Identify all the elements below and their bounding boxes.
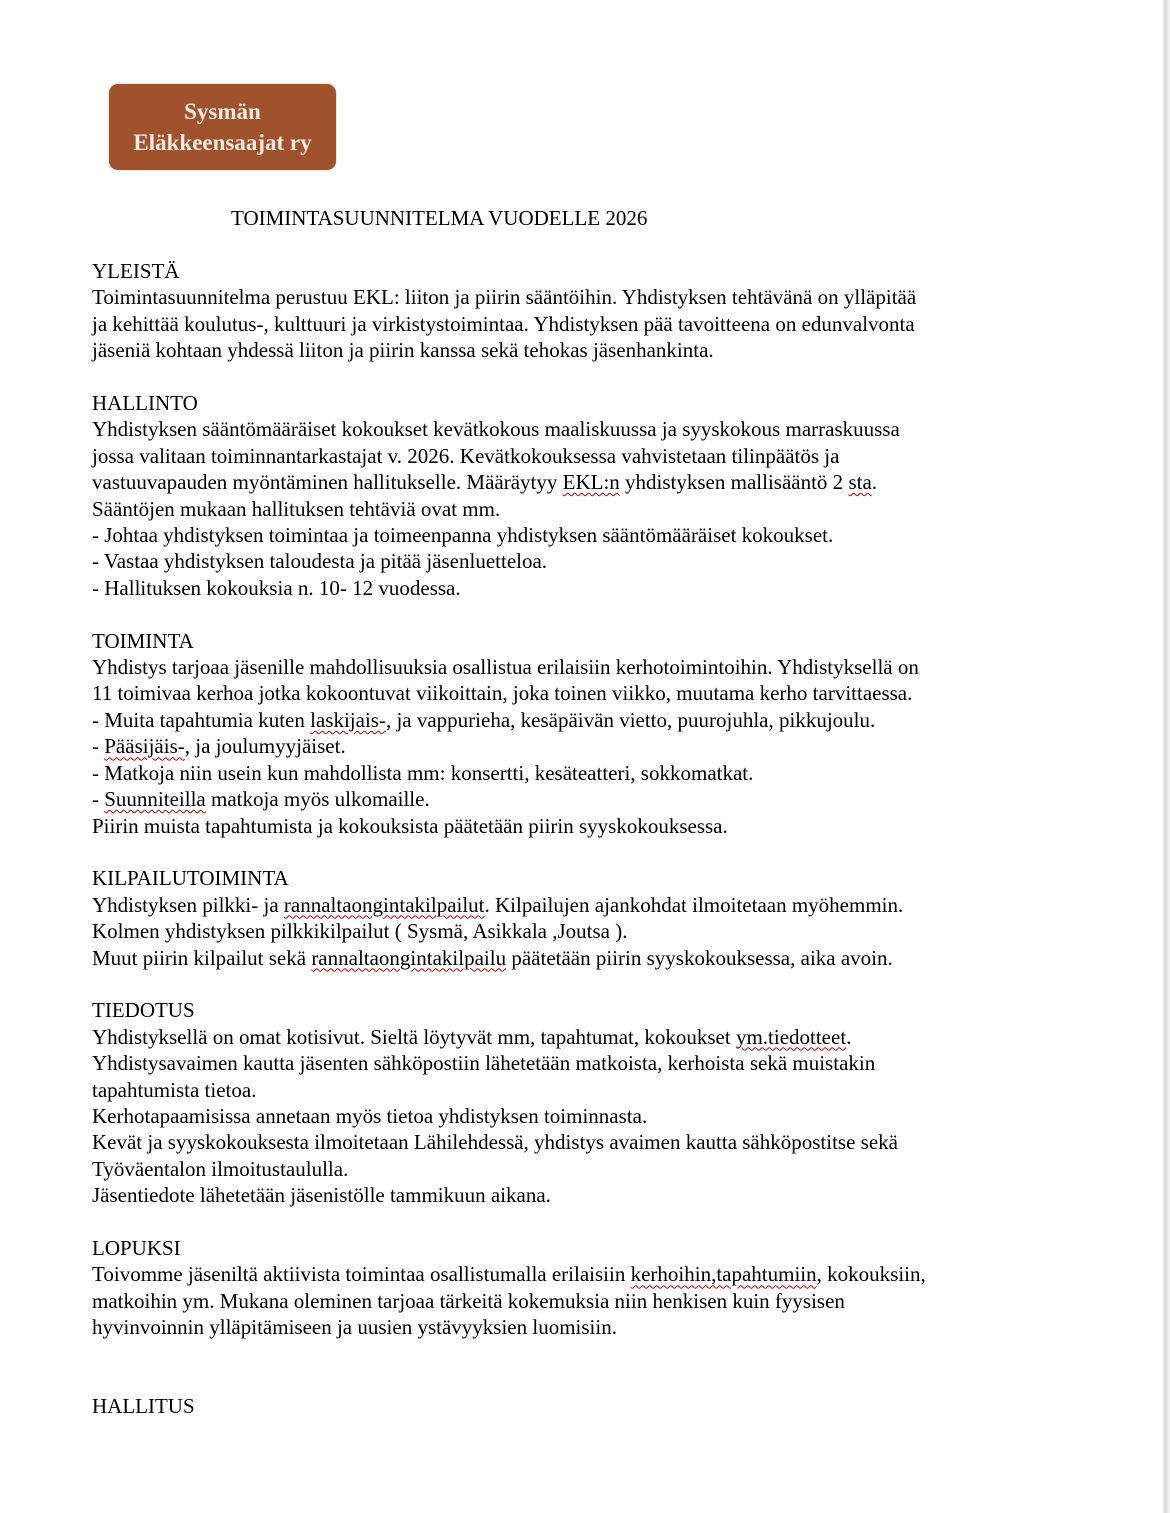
paragraph-line: Toimintasuunnitelma perustuu EKL: liiton ja piirin sääntöihin. Yhdistyksen tehtävänä on ylläpitää — [92, 285, 917, 310]
text-run: Yhdistyksellä on omat kotisivut. Sieltä löytyvät mm, tapahtumat, kokoukset — [92, 1024, 736, 1049]
signature-text: HALLITUS — [92, 1394, 195, 1419]
text-run: - — [92, 787, 105, 812]
signature — [92, 1393, 1092, 1419]
paragraph-line: tapahtumista tietoa. — [92, 1077, 257, 1102]
list-item: - Matkoja niin usein kun mahdollista mm: konsertti, kesäteatteri, sokkomatkat. — [92, 760, 754, 785]
text-run: , ja vappurieha, kesäpäivän vietto, puurojuhla, pikkujoulu. — [385, 707, 876, 732]
paragraph-line: Piirin muista tapahtumista ja kokouksista päätetään piirin syyskokouksessa. — [92, 813, 728, 838]
section-hallinto — [92, 390, 1092, 601]
misspelled-word[interactable]: rannaltaongintakilpailut — [283, 892, 485, 917]
text-run: yhdistyksen mallisääntö 2 — [619, 470, 849, 495]
text-run: - — [92, 734, 105, 759]
misspelled-word[interactable]: Suunniteilla — [104, 787, 206, 812]
section-heading: TOIMINTA — [92, 628, 194, 653]
logo-line-2: Eläkkeensaajat ry — [133, 130, 312, 155]
organization-logo — [109, 84, 336, 170]
paragraph-line: jossa valitaan toiminnantarkastajat v. 2026. Kevätkokouksessa vahvistetaan tilinpäätös ja — [92, 443, 840, 468]
section-lopuksi — [92, 1235, 1092, 1341]
text-run: - Muita tapahtumia kuten — [92, 707, 311, 732]
misspelled-word[interactable]: rannaltaongintakilpailu — [311, 945, 507, 970]
text-run: , kokouksiin, — [816, 1262, 926, 1287]
text-run: , ja joulumyyjäiset. — [184, 734, 346, 759]
misspelled-word[interactable]: sta — [848, 470, 872, 495]
text-run: Muut piirin kilpailut sekä — [92, 945, 312, 970]
document-body — [92, 258, 1092, 1446]
section-yleista — [92, 258, 1092, 364]
paragraph-line — [92, 892, 1092, 918]
paragraph-line: 11 toimivaa kerhoa jotka kokoontuvat viikoittain, joka toinen viikko, muutama kerho tarvittaessa. — [92, 681, 913, 706]
paragraph-line: Yhdistys tarjoaa jäsenille mahdollisuuksia osallistua erilaisiin kerhotoimintoihin. Yhdistyksellä on — [92, 655, 919, 680]
misspelled-word[interactable]: ym.tiedotteet — [735, 1024, 847, 1049]
misspelled-word[interactable]: laskijais- — [310, 707, 386, 732]
section-kilpailutoiminta — [92, 865, 1092, 971]
list-item — [92, 707, 1092, 733]
text-run: . — [871, 470, 878, 495]
document-title: TOIMINTASUUNNITELMA VUODELLE 2026 — [231, 206, 648, 230]
paragraph-line: Jäsentiedote lähetetään jäsenistölle tammikuun aikana. — [92, 1183, 551, 1208]
section-toiminta — [92, 628, 1092, 839]
section-heading: YLEISTÄ — [92, 259, 180, 283]
text-run: . Kilpailujen ajankohdat ilmoitetaan myöhemmin. — [484, 892, 904, 917]
text-run: päätetään piirin syyskokouksessa, aika avoin. — [506, 945, 893, 970]
section-heading: LOPUKSI — [92, 1235, 181, 1260]
paragraph-line: Yhdistyksen sääntömääräiset kokoukset kevätkokous maaliskuussa ja syyskokous marraskuussa — [92, 417, 900, 442]
paragraph-line: matkoihin ym. Mukana oleminen tarjoaa tärkeitä kokemuksia niin henkisen kuin fyysisen — [92, 1288, 845, 1313]
text-run: . — [846, 1024, 852, 1049]
list-item — [92, 733, 1092, 759]
list-item: - Vastaa yhdistyksen taloudesta ja pitää jäsenluetteloa. — [92, 549, 548, 574]
paragraph-line: jäseniä kohtaan yhdessä liiton ja piirin kanssa sekä tehokas jäsenhankinta. — [92, 338, 714, 363]
text-run: Yhdistyksen pilkki- ja — [92, 892, 284, 917]
paragraph-line — [92, 469, 1092, 495]
list-item: - Hallituksen kokouksia n. 10- 12 vuodessa. — [92, 575, 461, 600]
section-heading: TIEDOTUS — [92, 998, 195, 1023]
logo-line-1: Sysmän — [184, 99, 261, 124]
page-edge-scrollbar — [1163, 0, 1170, 1513]
misspelled-word[interactable]: Pääsijäis- — [104, 734, 185, 759]
text-run: matkoja myös ulkomaille. — [205, 787, 430, 812]
paragraph-line: hyvinvoinnin ylläpitämiseen ja uusien ystävyyksien luomisiin. — [92, 1315, 617, 1340]
section-tiedotus — [92, 997, 1092, 1208]
text-run: Toivomme jäseniltä aktiivista toimintaa osallistumalla erilaisiin — [92, 1262, 631, 1287]
misspelled-word[interactable]: EKL:n — [562, 470, 620, 495]
paragraph-line: Kerhotapaamisissa annetaan myös tietoa yhdistyksen toiminnasta. — [92, 1103, 648, 1128]
paragraph-line: Yhdistysavaimen kautta jäsenten sähköpostiin lähetetään matkoista, kerhoista sekä muistakin — [92, 1051, 876, 1076]
paragraph-line — [92, 1024, 1092, 1050]
section-heading: KILPAILUTOIMINTA — [92, 866, 289, 891]
list-item — [92, 786, 1092, 812]
list-item: - Johtaa yhdistyksen toimintaa ja toimeenpanna yhdistyksen sääntömääräiset kokoukset. — [92, 523, 834, 548]
misspelled-word[interactable]: kerhoihin,tapahtumiin — [630, 1262, 817, 1287]
paragraph-line: Kevät ja syyskokouksesta ilmoitetaan Lähilehdessä, yhdistys avaimen kautta sähköpostitse sekä — [92, 1130, 898, 1155]
paragraph-line: ja kehittää koulutus-, kulttuuri ja virkistystoimintaa. Yhdistyksen pää tavoitteena on edunvalvonta — [92, 311, 915, 336]
paragraph-line — [92, 1261, 1092, 1287]
paragraph-line: Sääntöjen mukaan hallituksen tehtäviä ovat mm. — [92, 496, 501, 521]
paragraph-line — [92, 945, 1092, 971]
text-run: vastuuvapauden myöntäminen hallitukselle. Määräytyy — [92, 470, 563, 495]
paragraph-line: Työväentalon ilmoitustaululla. — [92, 1156, 349, 1181]
section-heading: HALLINTO — [92, 391, 198, 416]
paragraph-line: Kolmen yhdistyksen pilkkikilpailut ( Sysmä, Asikkala ,Joutsa ). — [92, 919, 628, 944]
